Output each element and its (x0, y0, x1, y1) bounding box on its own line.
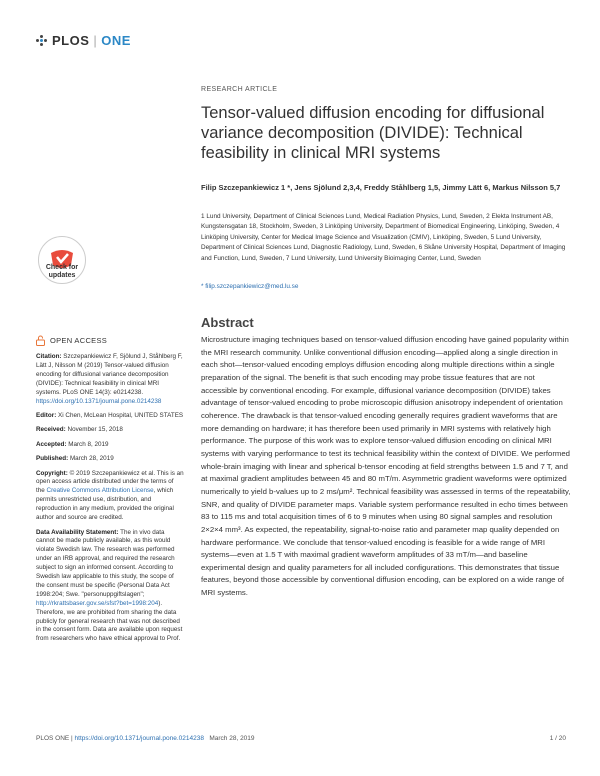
open-lock-icon (36, 335, 45, 346)
author-list: Filip Szczepankiewicz 1 *, Jens Sjölund 2,3,4, Freddy Ståhlberg 1,5, Jimmy Lätt 6, Markus Nilsson 5,7 (201, 183, 561, 192)
page-footer (36, 735, 566, 742)
cc-license-link[interactable]: Creative Commons Attribution License (46, 487, 154, 495)
logo-separator: | (93, 33, 98, 48)
accepted-block: Accepted: March 8, 2019 (36, 440, 109, 448)
corresponding-email[interactable]: * filip.szczepankiewicz@med.lu.se (201, 283, 299, 290)
check-updates-label: Check for updates (45, 264, 79, 279)
page-number: 1 / 20 (549, 735, 566, 742)
published-block: Published: March 28, 2019 (36, 455, 114, 463)
article-metadata-sidebar (36, 353, 184, 650)
article-title: Tensor-valued diffusion encoding for diffusional variance decomposition (DIVIDE): Technical feasibility in clinical MRI systems (201, 104, 545, 162)
plos-one-logo[interactable] (36, 33, 131, 48)
abstract-body: Microstructure imaging techniques based on tensor-valued diffusion encoding have gained popularity within the MRI research community. Unlike conventional diffusion encoding—applied along a single direction in each shot—tensor-valued encoding employs diffusion encoding along multiple directions within a single preparation of the signal. The benefit is that such encoding may probe tissue features that are not accessible by conventional encoding. For example, diffusional variance decomposition (DIVIDE) takes advantage of tensor-valued encoding to probe microscopic diffusion anisotropy independent of orientation coherence. The drawback is that tensor-valued encoding generally requires gradient waveforms that are more demanding on hardware; it has therefore been used primarily in MRI systems with relatively high performance. The purpose of this work was to explore tensor-valued diffusion encoding on clinical MRI systems with varying performance to test its technical feasibility within the context of DIVIDE. We performed whole-brain imaging with linear and spherical b-tensor encoding at field strengths between 1.5 and 7 T, and at maximal gradient amplitudes between 45 and 80 mT/m. Asymmetric gradient waveforms were optimized numerically to yield b-values up to 2 ms/μm². Technical feasibility was assessed in terms of the repeatability, SNR, and quality of DIVIDE parameter maps. Variable system performance resulted in echo times between 83 to 115 ms and total acquisition times of 6 to 9 minutes when using 80 signal samples and resolution 2×2×4 mm³. As expected, the repeatability, signal-to-noise ratio and parameter map quality depended on hardware performance. We conclude that tensor-valued encoding is feasible for a wide range of MRI systems—even at 1.5 T with maximal gradient waveform amplitudes of 33 mT/m—and baseline experimental design and quality parameters for all included configurations. This demonstrates that tissue features, beyond those accessible by conventional diffusion encoding, can be explored on a wide range of MRI systems. (201, 335, 571, 598)
plos-logo-icon (36, 35, 48, 47)
abstract-heading: Abstract (201, 315, 254, 330)
data-availability-block: Data Availability Statement: The in vivo data cannot be made publicly available, as this would violate Swedish law. The research was performed under an IRB approval, and required the research subject to sign an informed consent. According to Swedish law applicable to this study, the scope of the consent must be specific (Personal Data Act 1998:204; Swe. "personuppgiftslagen"; http://rkrattsbaser.gov.se/sfst?bet=1998:204). Therefore, we are prohibited from sharing the data publicly for general research that was not described in the consent form. Data are available upon request from researchers who have ethical approval to Prof. (36, 528, 183, 643)
footer-citation: PLOS ONE | https://doi.org/10.1371/journal.pone.0214238 March 28, 2019 (36, 735, 255, 742)
open-access-label: OPEN ACCESS (36, 335, 107, 346)
footer-doi-link[interactable]: https://doi.org/10.1371/journal.pone.0214238 (74, 735, 204, 742)
logo-plos-text: PLOS (52, 33, 90, 48)
citation-block: Citation: Szczepankiewicz F, Sjölund J, Ståhlberg F, Lätt J, Nilsson M (2019) Tensor-valued diffusion encoding for diffusional variance decomposition (DIVIDE): Technical feasibility in clinical MRI systems. PLoS ONE 14(3): e0214238. https://doi.org/10.1371/journal.pone.0214238 (36, 353, 183, 405)
editor-block: Editor: Xi Chen, McLean Hospital, UNITED STATES (36, 411, 184, 419)
article-type: RESEARCH ARTICLE (201, 86, 278, 93)
logo-one-text: ONE (101, 33, 131, 48)
copyright-block: Copyright: © 2019 Szczepankiewicz et al. This is an open access article distributed under the terms of the Creative Commons Attribution License, which permits unrestricted use, distribution, and reproduction in any medium, provided the original author and source are credited. (36, 469, 184, 522)
swedish-law-link[interactable]: http://rkrattsbaser.gov.se/sfst?bet=1998:204 (36, 599, 159, 607)
citation-doi-link[interactable]: https://doi.org/10.1371/journal.pone.0214238 (36, 397, 162, 405)
affiliations: 1 Lund University, Department of Clinical Sciences Lund, Medical Radiation Physics, Lund, Sweden, 2 Elekta Instrument AB, Kungstensgatan 18, Stockholm, Sweden, 3 Linköping University, Department of Biomedical Engineering, Linköping, Sweden, 4 Linköping University, Center for Medical Image Science and Visualization (CMIV), Linköping, Sweden, 5 Lund University, Department of Clinical Sciences Lund, Diagnostic Radiology, Lund, Sweden, 6 Skåne University Hospital, Department of Imaging and Function, Lund, Sweden, 7 Lund University, Lund University Bioimaging Center, Lund, Sweden (201, 213, 566, 262)
received-block: Received: November 15, 2018 (36, 426, 123, 434)
